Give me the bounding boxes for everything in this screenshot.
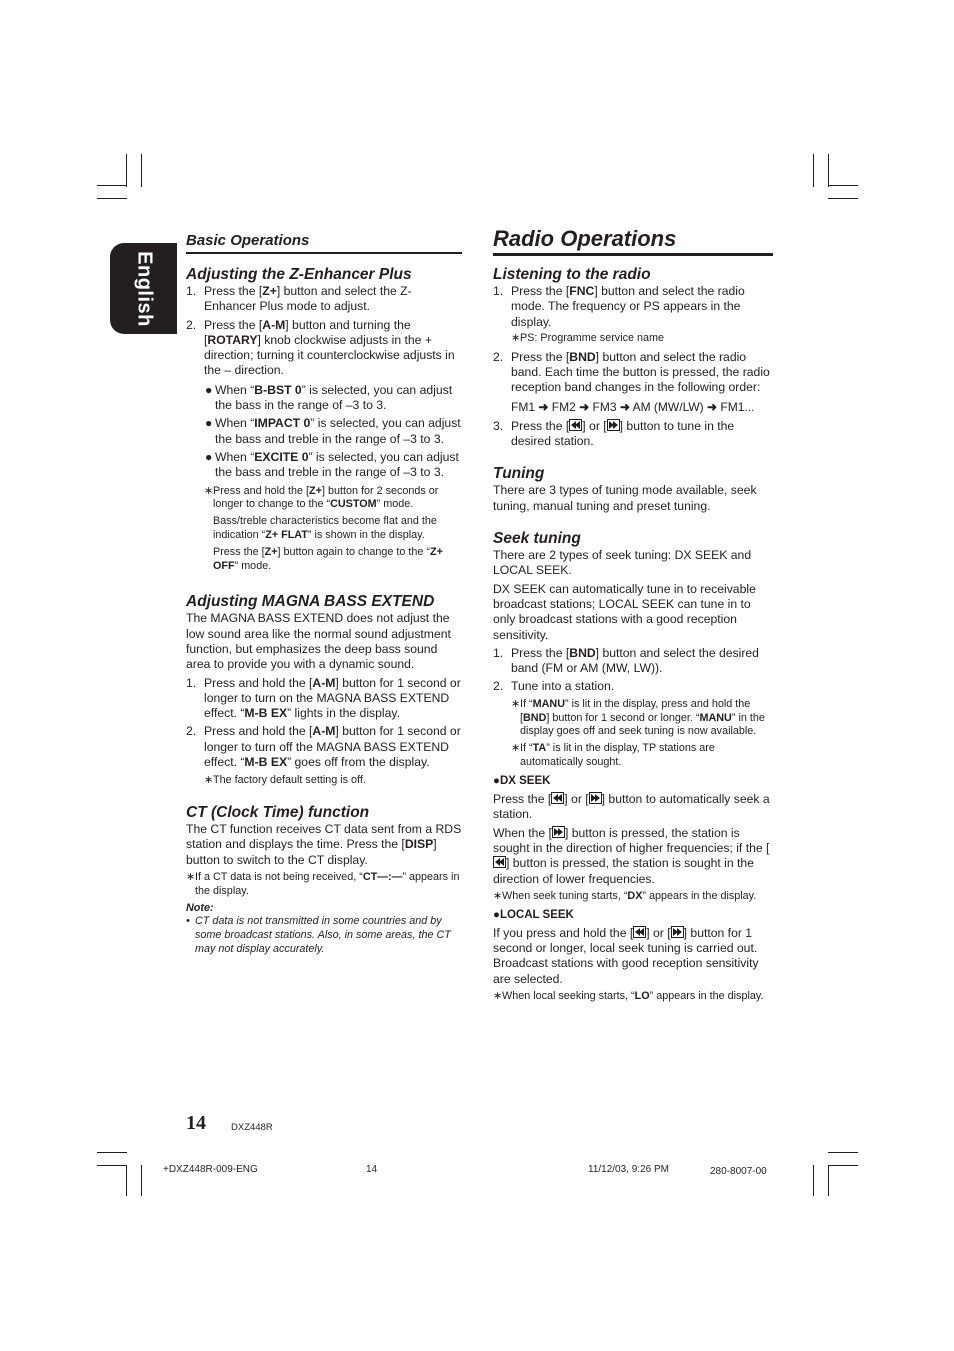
print-datetime: 11/12/03, 9:26 PM bbox=[588, 1164, 669, 1175]
crop-mark bbox=[828, 185, 858, 186]
crop-mark bbox=[141, 154, 142, 187]
section-header: Basic Operations bbox=[186, 232, 462, 254]
page-number: 14 bbox=[186, 1112, 206, 1134]
bullet-icon: ● bbox=[493, 774, 500, 787]
listen-heading: Listening to the radio bbox=[493, 266, 651, 283]
language-tab-label: English bbox=[133, 250, 155, 327]
file-name: +DXZ448R-009-ENG bbox=[163, 1164, 258, 1175]
seek-p2: DX SEEK can automatically tune in to receivable broadcast stations; LOCAL SEEK can tune in to only broadcast stations with a good reception sensitivity. bbox=[493, 581, 756, 642]
arrow-icon: ➜ bbox=[619, 399, 630, 414]
note-mark-icon: ∗ bbox=[511, 742, 521, 755]
ta-note: ∗ If “TA” is lit in the display, TP stations are automatically sought. bbox=[511, 742, 715, 768]
excite-bullet: ● When “EXCITE 0” is selected, you can adjust the bass and treble in the range of –3 to 3. bbox=[205, 449, 459, 480]
magna-heading: Adjusting MAGNA BASS EXTEND bbox=[186, 593, 435, 611]
crop-mark bbox=[97, 198, 127, 199]
seek-back-icon bbox=[633, 926, 646, 938]
note-mark-icon: ∗ bbox=[511, 331, 521, 344]
dx-note: ∗ When seek tuning starts, “DX” appears in the display. bbox=[493, 889, 757, 902]
seek-heading: Seek tuning bbox=[493, 530, 581, 548]
bbst-bullet: ● When “B-BST 0” is selected, you can adjust the bass in the range of –3 to 3. bbox=[205, 382, 453, 413]
tuning-text: There are 3 types of tuning mode available, seek tuning, manual tuning and preset tuning. bbox=[493, 483, 757, 513]
seek-forward-icon bbox=[607, 419, 620, 431]
seek-back-icon bbox=[551, 792, 564, 804]
listen-step-2: 2. Press the [BND] button and select the radio band. Each time the button is pressed, the radio reception band changes in the following order: bbox=[493, 349, 770, 395]
magna-step-1: 1. Press and hold the [A-M] button for 1 second or longer to turn on the MAGNA BASS EXTEND effect. “M-B EX” lights in the display. bbox=[186, 675, 461, 721]
seek-step-1: 1. Press the [BND] button and select the desired band (FM or AM (MW, LW)). bbox=[493, 645, 759, 676]
seek-forward-icon bbox=[671, 926, 684, 938]
seek-step-2: 2. Tune into a station. bbox=[493, 679, 615, 694]
ct-heading: CT (Clock Time) function bbox=[186, 804, 370, 822]
crop-mark bbox=[828, 1152, 858, 1153]
bullet-icon: ● bbox=[205, 416, 213, 431]
magna-step-2: 2. Press and hold the [A-M] button for 1 second or longer to turn off the MAGNA BASS EXTEND effect. “M-B EX” goes off from the display. bbox=[186, 724, 461, 770]
dx-seek-label: ●DX SEEK bbox=[493, 774, 551, 787]
note-mark-icon: ∗ bbox=[493, 990, 503, 1003]
bullet-icon: ● bbox=[205, 382, 213, 397]
dx-seek-p2: When the [ ] button is pressed, the station is sought in the direction of higher frequencies; if the [] button is pressed, the station is sought in the direction of lower frequencies. bbox=[493, 825, 770, 886]
seek-back-icon bbox=[569, 419, 582, 431]
zenhancer-step-2: 2. Press the [A-M] button and turning the [ROTARY] knob clockwise adjusts in the + direction; turning it counterclockwise adjusts in the – direction. bbox=[186, 317, 455, 378]
crop-mark bbox=[141, 1165, 142, 1196]
crop-mark bbox=[97, 185, 127, 186]
band-order: FM1 ➜ FM2 ➜ FM3 ➜ AM (MW/LW) ➜ FM1... bbox=[511, 399, 755, 414]
seek-back-icon bbox=[493, 856, 506, 868]
bullet-icon: ● bbox=[205, 449, 213, 464]
zenhancer-heading: Adjusting the Z-Enhancer Plus bbox=[186, 266, 412, 283]
crop-mark bbox=[828, 1165, 829, 1196]
note-mark-icon: ∗ bbox=[204, 774, 214, 787]
arrow-icon: ➜ bbox=[538, 399, 549, 414]
arrow-icon: ➜ bbox=[707, 399, 718, 414]
page-title: Radio Operations bbox=[493, 226, 773, 256]
left-column bbox=[186, 232, 462, 957]
off-note: Press the [Z+] button again to change to the “Z+ OFF” mode. bbox=[213, 545, 443, 572]
dx-seek-p1: Press the [ ] or [ ] button to automatically seek a station. bbox=[493, 792, 770, 822]
note-label: Note: bbox=[186, 901, 214, 914]
crop-mark bbox=[813, 1165, 814, 1196]
note-mark-icon: ∗ bbox=[493, 889, 503, 902]
lo-note: ∗ When local seeking starts, “LO” appears in the display. bbox=[493, 990, 764, 1003]
seek-p1: There are 2 types of seek tuning: DX SEEK and LOCAL SEEK. bbox=[493, 548, 752, 578]
crop-mark bbox=[97, 1152, 127, 1153]
model-code: DXZ448R bbox=[231, 1122, 273, 1133]
seek-forward-icon bbox=[589, 792, 602, 804]
bullet-icon: ● bbox=[493, 908, 500, 921]
ps-note: ∗ PS: Programme service name bbox=[511, 331, 665, 344]
crop-mark bbox=[813, 154, 814, 187]
crop-mark bbox=[828, 154, 829, 187]
ct-note: ∗ If a CT data is not being received, “CT—:—” appears in the display. bbox=[186, 871, 460, 897]
note-mark-icon: ∗ bbox=[511, 697, 521, 710]
flat-note: Bass/treble characteristics become flat and the indication “Z+ FLAT” is shown in the display. bbox=[213, 515, 437, 541]
impact-bullet: ● When “IMPACT 0” is selected, you can adjust the bass and treble in the range of –3 to 3. bbox=[205, 416, 461, 446]
crop-mark bbox=[828, 198, 858, 199]
crop-mark bbox=[828, 1165, 858, 1166]
magna-note: ∗ The factory default setting is off. bbox=[204, 774, 366, 787]
note-mark-icon: ∗ bbox=[204, 484, 214, 497]
crop-mark bbox=[126, 1165, 127, 1196]
right-column bbox=[493, 226, 773, 1004]
local-seek-label: ●LOCAL SEEK bbox=[493, 908, 574, 921]
page-number-small: 14 bbox=[366, 1164, 378, 1175]
zenhancer-step-1: 1. Press the [Z+] button and select the Z-Enhancer Plus mode to adjust. bbox=[186, 284, 412, 314]
custom-note: ∗ Press and hold the [Z+] button for 2 seconds or longer to change to the “CUSTOM” mode. bbox=[204, 484, 439, 511]
ct-disclaimer: • CT data is not transmitted in some countries and by some broadcast stations. Also, in some areas, the CT may not display accurately. bbox=[186, 915, 451, 955]
listen-step-3: 3. Press the [ ] or [ ] button to tune in the desired station. bbox=[493, 418, 735, 449]
tuning-heading: Tuning bbox=[493, 465, 545, 483]
ct-intro: The CT function receives CT data sent from a RDS station and displays the time. Press the [DISP] button to switch to the CT display. bbox=[186, 822, 462, 867]
manu-note: ∗ If “MANU” is lit in the display, press and hold the [BND] button for 1 second or longer. “MANU” in the display goes off and seek tuning is now available. bbox=[511, 697, 765, 738]
crop-mark bbox=[126, 154, 127, 187]
listen-step-1: 1. Press the [FNC] button and select the radio mode. The frequency or PS appears in the display. bbox=[493, 284, 745, 329]
magna-intro: The MAGNA BASS EXTEND does not adjust the low sound area like the normal sound adjustment function, but emphasizes the deep bass sound area to provide you with a dynamic sound. bbox=[186, 611, 451, 672]
local-seek-p1: If you press and hold the [ ] or [ ] button for 1 second or longer, local seek tuning is carried out. Broadcast stations with good reception sensitivity are selected. bbox=[493, 925, 759, 986]
part-code: 280-8007-00 bbox=[710, 1166, 767, 1177]
note-mark-icon: ∗ bbox=[186, 871, 196, 883]
crop-mark bbox=[97, 1165, 127, 1166]
arrow-icon: ➜ bbox=[579, 399, 590, 414]
language-tab bbox=[110, 243, 177, 334]
seek-forward-icon bbox=[552, 826, 565, 838]
